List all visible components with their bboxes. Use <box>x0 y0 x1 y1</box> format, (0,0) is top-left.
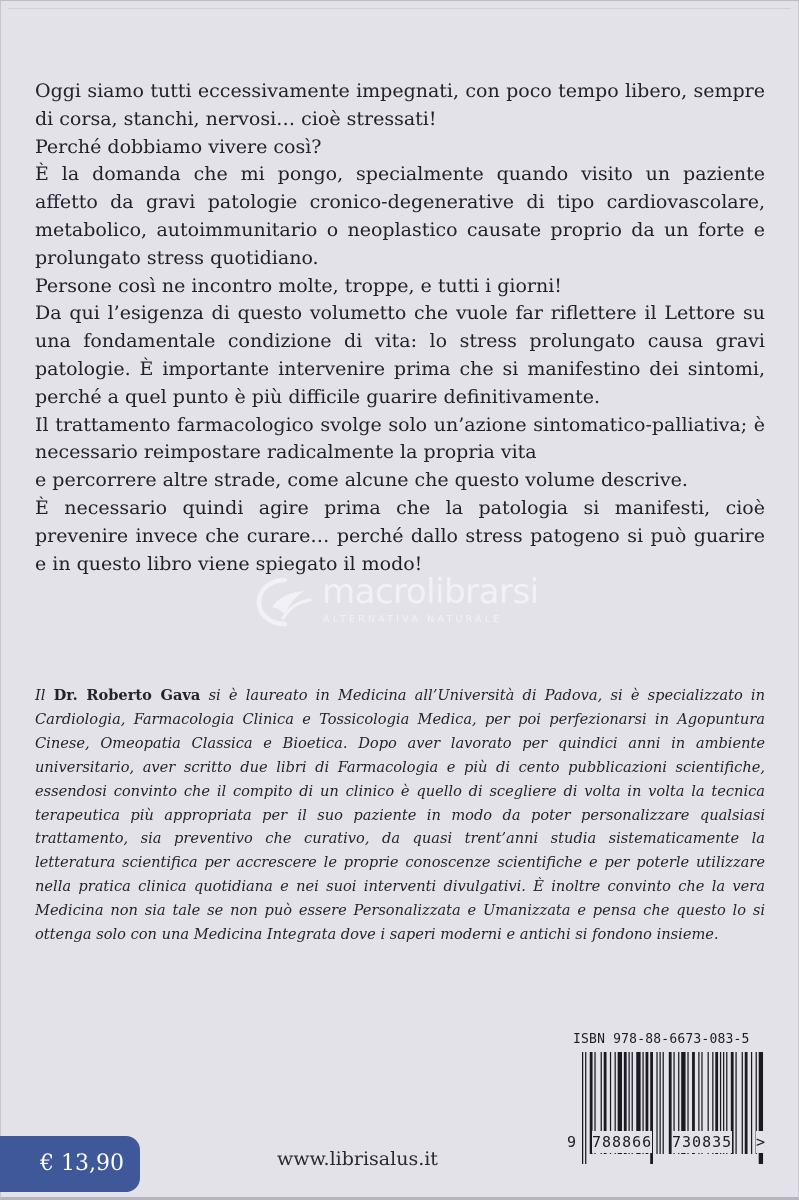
macrolibrarsi-watermark <box>256 568 556 632</box>
barcode-bar <box>585 1052 586 1164</box>
barcode-first-digit: 9 <box>567 1133 577 1151</box>
intro-paragraph-2: Perché dobbiamo vivere così? <box>35 135 322 158</box>
bio-prefix: Il <box>35 687 54 704</box>
barcode-bar <box>751 1052 752 1154</box>
intro-paragraph-8: È necessario quindi agire prima che la patologia si manifesti, cioè prevenire invece che curare… perché dallo stress patogeno si può guarire e in questo libro viene spiegato il modo! <box>35 496 765 575</box>
intro-paragraph-7: e percorrere altre strade, come alcune che questo volume descrive. <box>35 469 688 492</box>
book-logo-icon <box>256 574 314 628</box>
isbn-label: ISBN 978-88-6673-083-5 <box>573 1032 750 1047</box>
top-divider <box>8 8 791 9</box>
barcode-bar <box>660 1052 661 1154</box>
barcode-bar <box>663 1052 664 1154</box>
barcode-group-b: 730835 <box>672 1133 733 1151</box>
barcode-bar <box>656 1052 657 1154</box>
watermark-tagline: ALTERNATIVA NATURALE <box>323 614 503 625</box>
author-bio <box>35 684 765 947</box>
barcode-bar <box>742 1052 743 1154</box>
barcode-end-marker: > <box>756 1133 766 1151</box>
intro-paragraph-4: Persone così ne incontro molte, troppe, e tutti i giorni! <box>35 274 562 297</box>
watermark-brand: macrolibrarsi <box>322 572 539 612</box>
intro-paragraph-5: Da qui l’esigenza di questo volumetto che vuole far riflettere il Lettore su una fondamentale condizione di vita: lo stress prolungato causa gravi patologie. È importante intervenire prima che si manifestino dei sintomi, perché a quel punto è più difficile guarire definitivamente. <box>35 302 765 408</box>
barcode-bar <box>745 1052 748 1154</box>
intro-paragraph-1: Oggi siamo tutti eccessivamente impegnati, con poco tempo libero, sempre di corsa, stanchi, nervosi… cioè stressati! <box>35 80 765 130</box>
intro-paragraph-6: Il trattamento farmacologico svolge solo un’azione sintomatico-palliativa; è necessario reimpostare radicalmente la propria vita <box>35 413 765 464</box>
isbn-barcode <box>580 1052 766 1172</box>
intro-paragraph-3: È la domanda che mi pongo, specialmente quando visito un paziente affetto da gravi patologie cronico-degenerative di tipo cardiovascolare, metabolico, autoimmunitario o neoplastico causate proprio da un forte e prolungato stress quotidiano. <box>35 163 765 269</box>
bio-text: si è laureato in Medicina all’Università di Padova, si è specializzato in Cardiologia, Farmacologia Clinica e Tossicologia Medica, per poi perfezionarsi in Agopuntura Cinese, Omeopatia Classica e Bioetica. Dopo aver lavorato per quindici anni in ambiente universitario, aver scritto due libri di Farmacologia e più di cento pubblicazioni scientifiche, essendosi convinto che il compito di un clinico è quello di scegliere di volta in volta la tecnica terapeutica più appropriata per il suo paziente in modo da poter personalizzare qualsiasi trattamento, sia preventivo che curativo, da quasi trent’anni studia sistematicamente la letteratura scientifica per accrescere le proprie conoscenze scientifiche e per poterle utilizzare nella pratica clinica quotidiana e nei suoi interventi divulgativi. È inoltre convinto che la vera Medicina non sia tale se non può essere Personalizzata e Umanizzata e pensa che questo lo si ottenga solo con una Medicina Integrata dove i saperi moderni e antichi si fondono insieme. <box>35 687 765 944</box>
barcode-bar <box>735 1052 736 1154</box>
price-badge: € 13,90 <box>0 1136 140 1192</box>
author-name: Dr. Roberto Gava <box>53 687 201 704</box>
barcode-group-a: 788866 <box>592 1133 653 1151</box>
publisher-website: www.librisalus.it <box>277 1148 438 1170</box>
barcode-bar <box>582 1052 583 1164</box>
intro-text <box>35 78 765 578</box>
